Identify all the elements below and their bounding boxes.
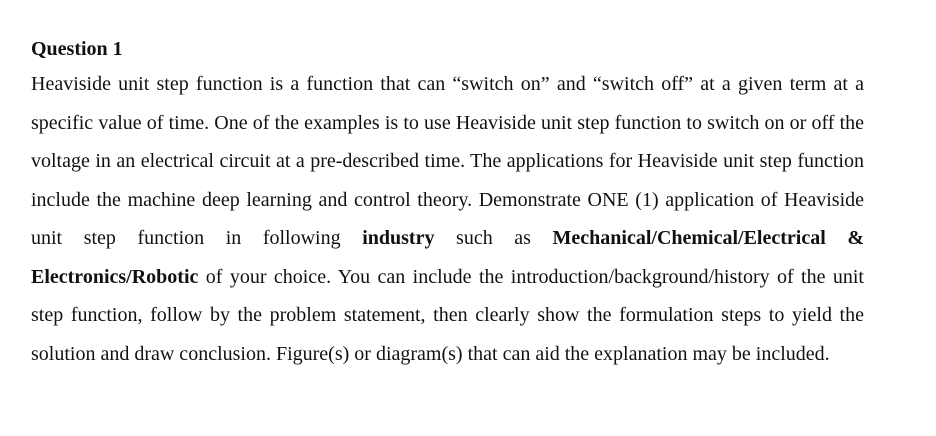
question-document [31,34,864,373]
emphasis-industry: industry [362,227,435,249]
paragraph-text-1: Heaviside unit step function is a function that can “switch on” and “switch off” at a given term at a specific value of time. One of the examples is to use Heaviside unit step function to switch on or off the voltage in an electrical circuit at a pre-described time. The applications for Heaviside unit step function include the machine deep learning and control theory. Demonstrate ONE (1) application of Heaviside unit step function in following [31,73,864,249]
paragraph-text-2: such as [434,227,553,249]
question-paragraph [31,65,864,373]
question-heading: Question 1 [31,38,123,60]
emphasis-industry-list: Mechanical/Chemical/Electrical & Electronics/Robotic [31,227,865,288]
paragraph-text-3: of your choice. You can include the introduction/background/history of the unit step function, follow by the problem statement, then clearly show the formulation steps to yield the solution and draw conclusion. Figure(s) or diagram(s) that can aid the explanation may be included. [31,265,864,365]
